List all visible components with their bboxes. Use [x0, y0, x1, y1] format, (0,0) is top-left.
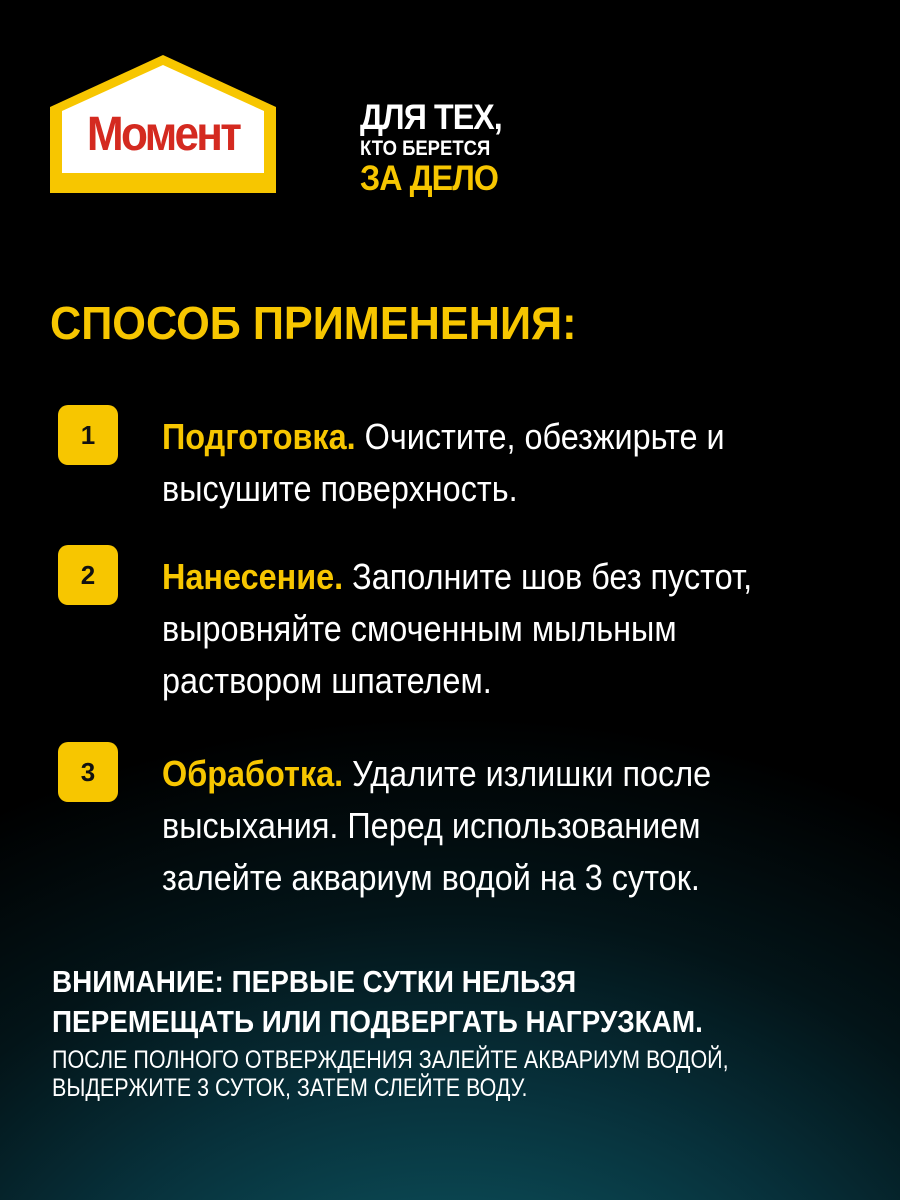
- brand-logo: [50, 55, 276, 193]
- step-description: Заполните шов без пустот, выровняйте смоченным мыльным раствором шпателем.: [162, 556, 753, 701]
- tagline-line-1: ДЛЯ ТЕХ,: [360, 98, 502, 137]
- section-title: СПОСОБ ПРИМЕНЕНИЯ:: [50, 297, 577, 349]
- brand-tagline: [360, 100, 514, 196]
- step-text: [162, 411, 792, 515]
- note-text: ПОСЛЕ ПОЛНОГО ОТВЕРЖДЕНИЯ ЗАЛЕЙТЕ АКВАРИУМ ВОДОЙ, ВЫДЕРЖИТЕ 3 СУТОК, ЗАТЕМ СЛЕЙТЕ ВОДУ.: [52, 1046, 729, 1102]
- warning-text: ВНИМАНИЕ: ПЕРВЫЕ СУТКИ НЕЛЬЗЯ ПЕРЕМЕЩАТЬ ИЛИ ПОДВЕРГАТЬ НАГРУЗКАМ.: [52, 964, 703, 1039]
- step-text: [162, 551, 792, 707]
- tagline-line-3: ЗА ДЕЛО: [360, 159, 498, 198]
- logo-wordmark: Момент: [86, 108, 240, 161]
- step-description: Очистите, обезжирьте и высушите поверхность.: [162, 416, 725, 509]
- step-heading: Обработка.: [162, 753, 344, 794]
- step-description: Удалите излишки после высыхания. Перед использованием залейте аквариум водой на 3 суток.: [162, 753, 712, 898]
- tagline-line-2: КТО БЕРЕТСЯ: [360, 137, 491, 160]
- step-heading: Подготовка.: [162, 416, 356, 457]
- step-heading: Нанесение.: [162, 556, 344, 597]
- step-text: [162, 748, 792, 904]
- step-number-badge: 1: [58, 405, 118, 465]
- step-number-badge: 3: [58, 742, 118, 802]
- step-number-badge: 2: [58, 545, 118, 605]
